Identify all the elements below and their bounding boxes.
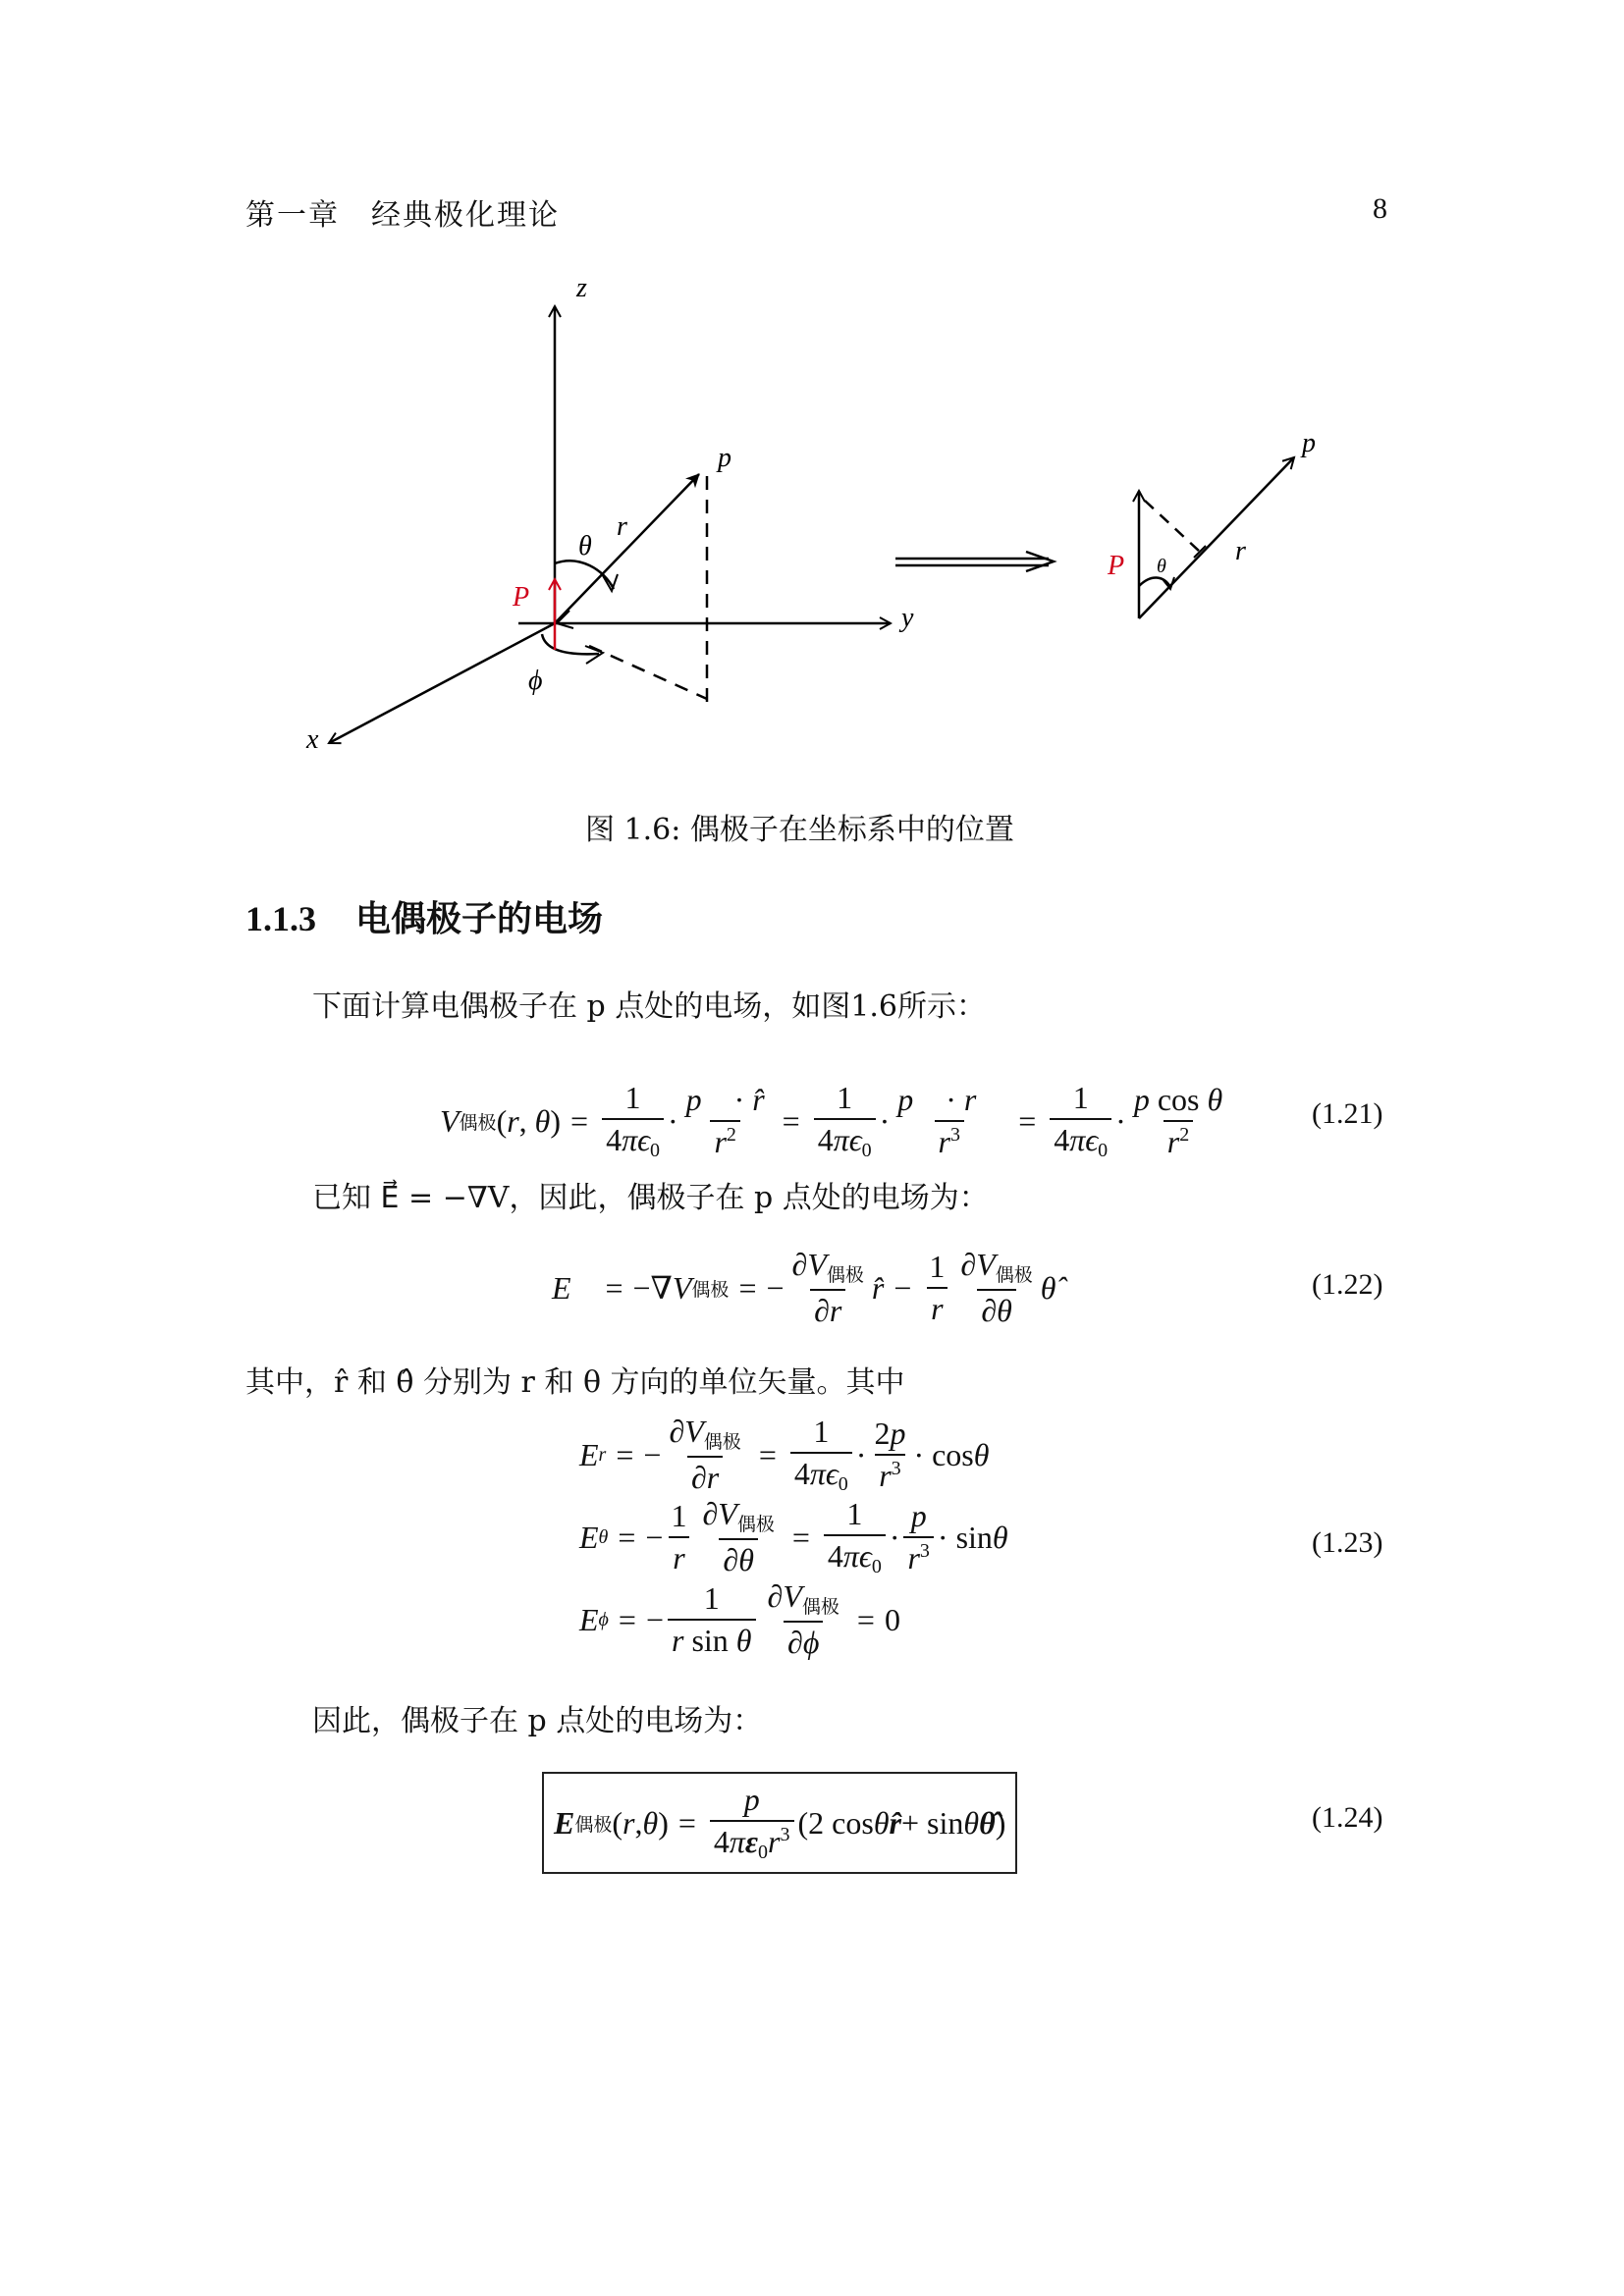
svg-text:P⃗: P⃗ (1108, 551, 1146, 581)
section-title: 电偶极子的电场 (355, 899, 604, 939)
dipole-projection-diagram (1139, 457, 1294, 618)
therefore-paragraph: 因此，偶极子在 p 点处的电场为： (312, 1704, 763, 1738)
section-number: 1.1.3 (245, 899, 316, 938)
theta-arc (555, 561, 614, 589)
equation-number: (1.21) (1312, 1097, 1383, 1130)
svg-text:z: z (576, 273, 587, 303)
projection-horizontal (589, 646, 707, 699)
svg-text:ϕ: ϕ (528, 666, 543, 696)
equation-1-24: E 偶极 ( r , θ ) = $\frac{p}{4\pi\varepsilon_0r^3}$ (2 cos θ r̂ + sin θ θ̂ ) (542, 1772, 1017, 1874)
double-arrow-icon (895, 552, 1054, 571)
svg-text:p: p (1302, 428, 1316, 458)
svg-text:y: y (901, 603, 914, 633)
svg-text:p: p (718, 443, 731, 473)
equation-number: (1.24) (1312, 1801, 1383, 1834)
svg-text:θ: θ (578, 531, 592, 561)
svg-text:r⃗: r⃗ (617, 511, 649, 542)
r-vector (555, 474, 699, 623)
svg-text:P⃗: P⃗ (513, 582, 551, 613)
equation-number: (1.22) (1312, 1268, 1383, 1301)
where-paragraph: 其中，r̂ 和 θ̂ 分别为 r 和 θ 方向的单位矢量。其中 (245, 1365, 905, 1400)
section-heading (245, 891, 603, 941)
page-number: 8 (1373, 192, 1387, 225)
intro-paragraph: 下面计算电偶极子在 p 点处的电场，如图1.6所示： (312, 989, 986, 1024)
svg-text:x: x (306, 724, 319, 755)
svg-text:r⃗: r⃗ (1235, 536, 1268, 566)
equation-number: (1.23) (1312, 1526, 1383, 1559)
svg-text:θ: θ (1157, 556, 1166, 577)
equation-1-22: E⃗ = −∇ V 偶极 = − $\frac{\text{∂V偶极}}{\partial r}$ r̂ − $\frac{1}{r}$ $\frac{\text{∂V偶极}}{\partial\theta}$ θ̂ (552, 1247, 1056, 1328)
axes-3d (329, 306, 891, 743)
equation-1-21: V 偶极 (r, θ) = $\frac{1}{4\pi\epsilon_0}$ · $\frac{p⃗ \cdot r̂}{r^2}$ = $\frac{1}{4\pi\epsilon_0}$ · $\frac{p⃗ \cdot r⃗}{r^3}$ = $\frac{1}{4\pi\epsilon_0}$ · $\frac{\text{p cos θ}}{r^2}$ (440, 1080, 1223, 1161)
known-paragraph: 已知 E⃗ = −∇V，因此，偶极子在 p 点处的电场为： (312, 1181, 989, 1215)
phi-arc (542, 634, 599, 654)
dipole-coordinate-figure (0, 0, 1624, 785)
equation-1-23: E r = − $\frac{\text{∂V偶极}}{\partial r}$ = $\frac{1}{4\pi\epsilon_0}$ · $\frac{2p}{r^3}$ · cos θ E θ = − $\frac{1}{r}$ $\frac{\text{∂V偶极}}{\partial\theta}$ = $\frac{1}{4\pi\epsilon_0}$ · $\frac{p}{r^3}$ · sin θ E ϕ = − $\frac{1}{\text{r sin θ}}$ $\frac{\text{∂V偶极}}{\partial\phi}$ = 0 (579, 1414, 1008, 1660)
running-header-chapter: 第一章 经典极化理论 (245, 198, 560, 233)
x-axis (329, 623, 555, 743)
figure-caption: 图 1.6: 偶极子在坐标系中的位置 (585, 813, 1014, 847)
